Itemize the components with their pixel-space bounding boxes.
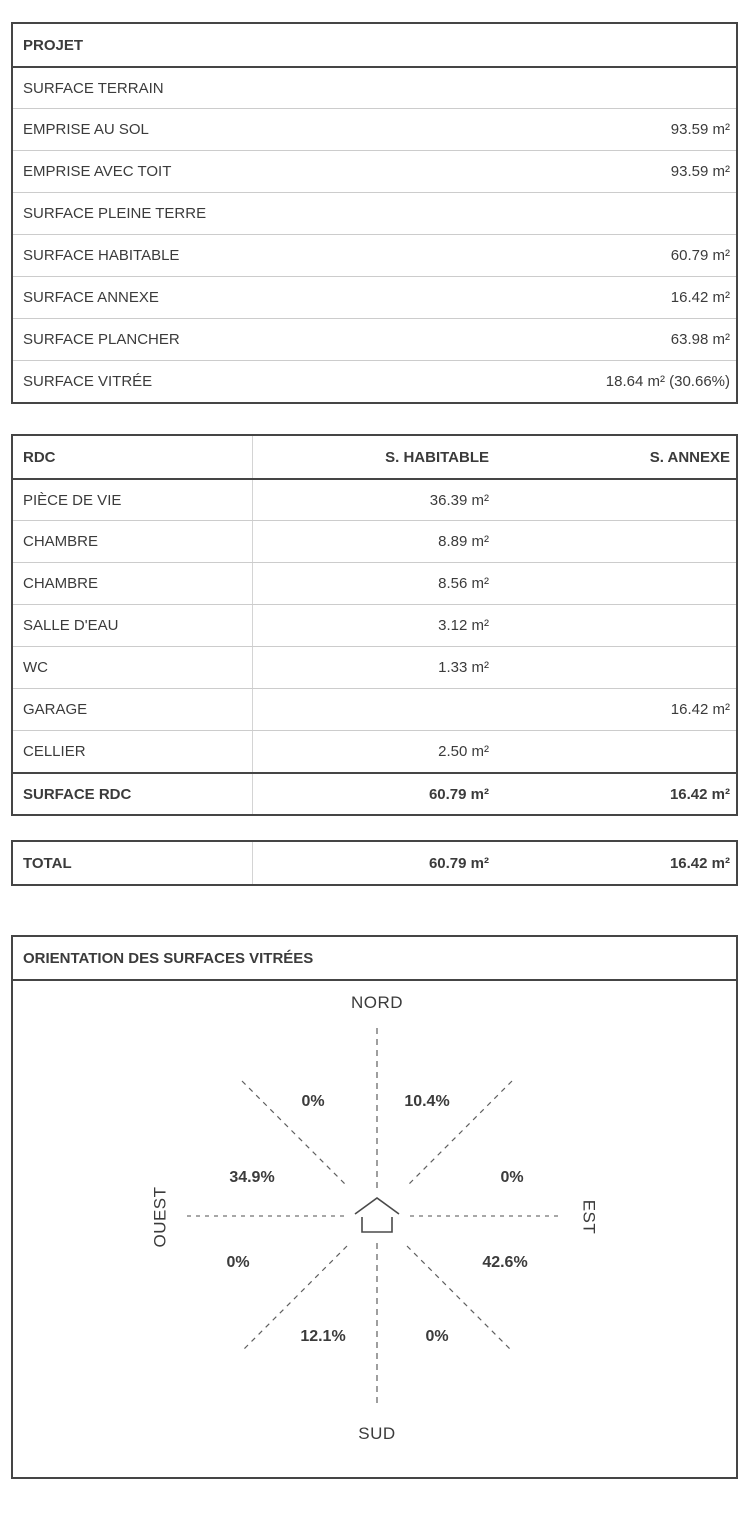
habitable-value: 60.79 m² bbox=[428, 785, 489, 803]
annexe-value: 16.42 m² bbox=[669, 785, 730, 803]
projet-table bbox=[11, 22, 738, 404]
rdc-title: RDC bbox=[13, 436, 253, 478]
column-header-annexe: S. ANNEXE bbox=[649, 448, 730, 466]
orientation-box bbox=[11, 935, 738, 1479]
row-label: SURFACE ANNEXE bbox=[23, 289, 159, 306]
habitable-value: 8.89 m² bbox=[438, 533, 489, 550]
label-sud: SUD bbox=[358, 1424, 396, 1443]
sector-w-nw: 34.9% bbox=[229, 1169, 275, 1186]
habitable-value: 60.79 m² bbox=[428, 854, 489, 872]
label-ouest: OUEST bbox=[150, 1186, 170, 1248]
row-value: 60.79 m² bbox=[670, 247, 730, 264]
table-row bbox=[13, 562, 736, 604]
row-label: EMPRISE AU SOL bbox=[23, 121, 149, 138]
table-row bbox=[13, 604, 736, 646]
sector-ne-e: 0% bbox=[500, 1169, 524, 1186]
sector-n-ne: 10.4% bbox=[404, 1093, 450, 1110]
row-label: PIÈCE DE VIE bbox=[13, 480, 253, 520]
row-label: CHAMBRE bbox=[13, 521, 253, 562]
total-row bbox=[13, 842, 736, 884]
habitable-value: 8.56 m² bbox=[438, 575, 489, 592]
sector-nw-n: 0% bbox=[301, 1093, 325, 1110]
row-label: WC bbox=[13, 647, 253, 688]
row-label: SURFACE VITRÉE bbox=[23, 373, 153, 390]
row-value: 16.42 m² bbox=[670, 289, 730, 306]
sector-se-s: 0% bbox=[425, 1328, 449, 1345]
row-value: 18.64 m² (30.66%) bbox=[605, 373, 730, 390]
table-row bbox=[13, 730, 736, 772]
sector-e-se: 42.6% bbox=[482, 1254, 528, 1271]
row-label: CHAMBRE bbox=[13, 563, 253, 604]
row-label: SALLE D'EAU bbox=[13, 605, 253, 646]
sector-s-sw: 12.1% bbox=[300, 1328, 346, 1345]
habitable-value: 3.12 m² bbox=[438, 617, 489, 634]
surface-rdc-row bbox=[13, 772, 736, 814]
table-row bbox=[13, 234, 736, 276]
table-row bbox=[13, 66, 736, 108]
orientation-title: ORIENTATION DES SURFACES VITRÉES bbox=[13, 937, 736, 981]
table-row bbox=[13, 478, 736, 520]
habitable-value: 2.50 m² bbox=[438, 743, 489, 760]
row-label: SURFACE PLANCHER bbox=[23, 331, 180, 348]
table-row bbox=[13, 646, 736, 688]
column-header-habitable: S. HABITABLE bbox=[385, 448, 489, 466]
row-label: SURFACE HABITABLE bbox=[23, 247, 180, 264]
total-table bbox=[11, 840, 738, 886]
table-row bbox=[13, 520, 736, 562]
row-value: 93.59 m² bbox=[670, 121, 730, 138]
row-label: CELLIER bbox=[13, 731, 253, 772]
table-row bbox=[13, 276, 736, 318]
table-row bbox=[13, 318, 736, 360]
habitable-value: 36.39 m² bbox=[429, 491, 489, 509]
row-label: SURFACE RDC bbox=[13, 774, 253, 814]
rdc-header-row bbox=[13, 436, 736, 478]
table-row bbox=[13, 108, 736, 150]
rdc-table bbox=[11, 434, 738, 816]
annexe-value: 16.42 m² bbox=[670, 701, 730, 718]
row-label: SURFACE TERRAIN bbox=[23, 79, 164, 97]
row-value: 63.98 m² bbox=[670, 331, 730, 348]
orientation-diagram bbox=[13, 981, 736, 1477]
row-label: TOTAL bbox=[13, 842, 253, 884]
house-icon bbox=[355, 1198, 399, 1232]
sector-sw-w: 0% bbox=[226, 1254, 250, 1271]
label-nord: NORD bbox=[350, 993, 404, 1012]
projet-title: PROJET bbox=[23, 36, 84, 54]
habitable-value: 1.33 m² bbox=[438, 659, 489, 676]
table-row bbox=[13, 688, 736, 730]
row-label: SURFACE PLEINE TERRE bbox=[23, 205, 207, 222]
projet-header-row bbox=[13, 24, 736, 66]
table-row bbox=[13, 192, 736, 234]
table-row bbox=[13, 360, 736, 402]
row-value: 93.59 m² bbox=[670, 163, 730, 180]
label-est: EST bbox=[579, 1199, 599, 1235]
row-label: EMPRISE AVEC TOIT bbox=[23, 163, 172, 180]
row-label: GARAGE bbox=[13, 689, 253, 730]
annexe-value: 16.42 m² bbox=[669, 854, 730, 872]
table-row bbox=[13, 150, 736, 192]
